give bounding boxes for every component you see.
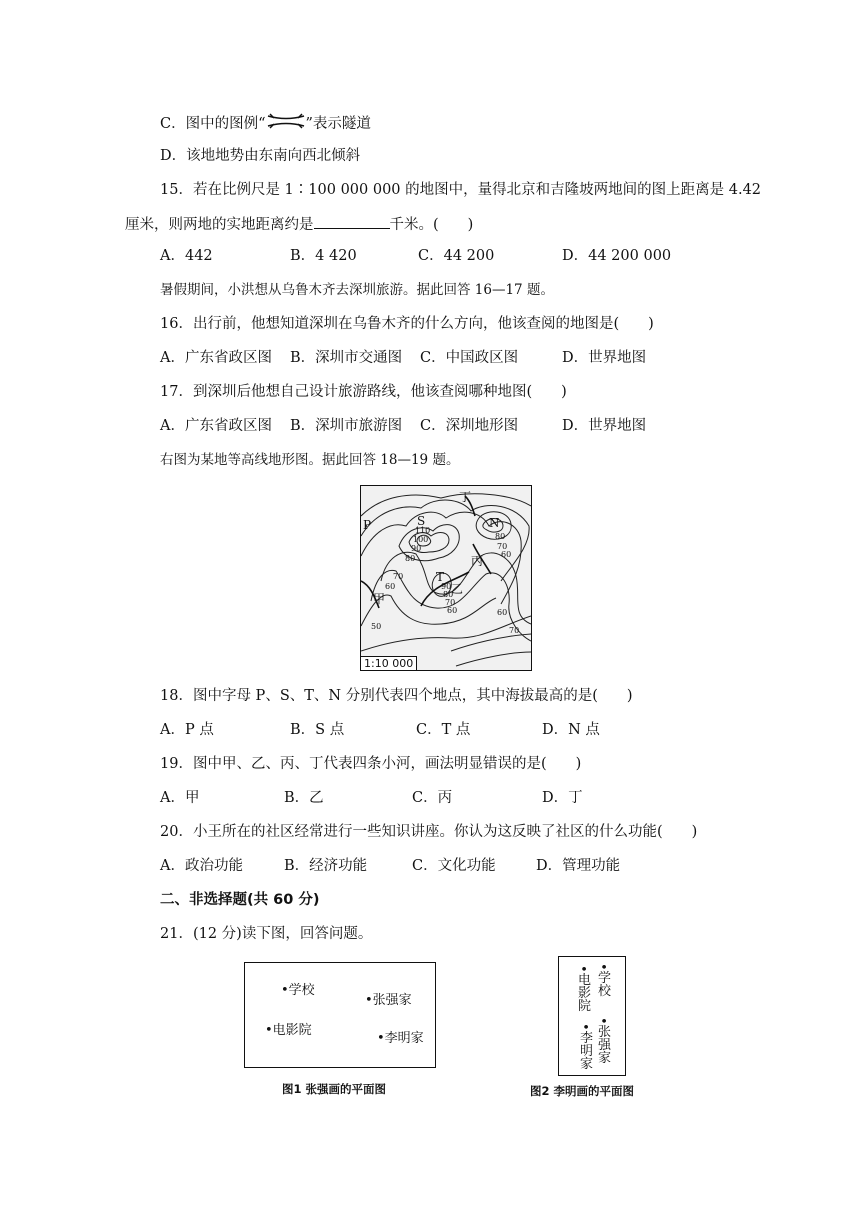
option-14-c-pre: C．图中的图例“	[160, 116, 266, 132]
elev-90: 90	[411, 544, 422, 553]
elev-70c: 70	[445, 598, 456, 607]
figure-1-plan	[244, 962, 436, 1068]
elev-80: 80	[405, 554, 416, 563]
option-19-c: C．丙	[412, 790, 453, 806]
elev-100: 100	[413, 535, 429, 544]
option-15-b: B．4 420	[290, 248, 357, 264]
question-17: 17．到深圳后他想自己设计旅游路线，他该查阅哪种地图( )	[160, 384, 567, 400]
option-17-b: B．深圳市旅游图	[290, 418, 403, 434]
elev-110: 110	[415, 526, 431, 535]
option-19-a: A．甲	[160, 790, 200, 806]
option-15-a: A．442	[160, 248, 213, 264]
section-heading: 二、非选择题(共 60 分)	[160, 892, 320, 908]
option-16-b: B．深圳市交通图	[290, 350, 403, 366]
question-15-line2	[125, 214, 473, 235]
elev-70b: 70	[393, 572, 404, 581]
point-n: N	[489, 516, 500, 530]
option-14-d: D．该地地势由东南向西北倾斜	[160, 148, 361, 164]
option-16-d: D．世界地图	[562, 350, 647, 366]
elev-70d: 70	[509, 626, 520, 635]
option-16-c: C．中国政区图	[420, 350, 519, 366]
option-15-d: D．44 200 000	[562, 248, 672, 264]
question-21: 21．(12 分)读下图，回答问题。	[160, 926, 373, 942]
question-20: 20．小王所在的社区经常进行一些知识讲座。你认为这反映了社区的什么功能( )	[160, 824, 698, 840]
elev-60c: 60	[447, 606, 458, 615]
river-jia: 甲	[373, 592, 386, 606]
question-15-post: 千米。( )	[389, 217, 474, 233]
elev-60: 60	[501, 550, 512, 559]
option-20-b: B．经济功能	[284, 858, 368, 874]
elev-50: 50	[371, 622, 382, 631]
fig2-cinema: •电影院	[575, 965, 590, 1012]
tunnel-legend-icon	[266, 112, 306, 136]
question-16: 16．出行前，他想知道深圳在乌鲁木齐的什么方向，他该查阅的地图是( )	[160, 316, 654, 332]
figure-2-plan	[558, 956, 626, 1076]
question-15-pre: 厘米，则两地的实地距离约是	[125, 217, 314, 233]
option-19-d: D．丁	[542, 790, 583, 806]
fig1-school: •学校	[281, 983, 315, 998]
option-20-c: C．文化功能	[412, 858, 496, 874]
option-20-a: A．政治功能	[160, 858, 243, 874]
option-16-a: A．广东省政区图	[160, 350, 272, 366]
option-14-c	[160, 112, 371, 136]
fig2-school: •学校	[595, 963, 610, 997]
river-bing: 丙	[471, 554, 484, 568]
elev-90b: 90	[441, 582, 452, 591]
option-18-b: B．S 点	[290, 722, 345, 738]
river-yi: 乙	[451, 582, 464, 596]
elev-80c: 80	[443, 590, 454, 599]
question-15-line1: 15．若在比例尺是 1∶100 000 000 的地图中，量得北京和吉隆坡两地间的图上距离是 4.42	[160, 182, 762, 198]
point-s: S	[417, 514, 426, 528]
intro-18-19: 右图为某地等高线地形图。据此回答 18—19 题。	[160, 452, 460, 468]
contour-lines	[361, 486, 531, 670]
option-20-d: D．管理功能	[536, 858, 621, 874]
question-18: 18．图中字母 P、S、T、N 分别代表四个地点，其中海拔最高的是( )	[160, 688, 633, 704]
elev-60d: 60	[497, 608, 508, 617]
fig2-liming-home: •李明家	[577, 1023, 592, 1070]
figure-2-caption: 图2 李明画的平面图	[530, 1084, 635, 1098]
option-18-c: C．T 点	[416, 722, 471, 738]
fig1-zhangqiang-home: •张强家	[365, 993, 412, 1008]
elev-80b: 80	[495, 532, 506, 541]
answer-blank	[314, 214, 390, 229]
point-p: P	[363, 518, 372, 532]
question-19: 19．图中甲、乙、丙、丁代表四条小河，画法明显错误的是( )	[160, 756, 582, 772]
option-18-d: D．N 点	[542, 722, 600, 738]
elev-70: 70	[497, 542, 508, 551]
point-t: T	[436, 570, 445, 584]
option-17-a: A．广东省政区图	[160, 418, 272, 434]
fig1-liming-home: •李明家	[377, 1031, 424, 1046]
river-ding: 丁	[459, 490, 472, 504]
option-15-c: C．44 200	[418, 248, 495, 264]
option-14-c-post: ”表示隧道	[305, 116, 371, 132]
contour-map	[360, 485, 532, 671]
intro-16-17: 暑假期间，小洪想从乌鲁木齐去深圳旅游。据此回答 16—17 题。	[160, 282, 554, 298]
elev-60b: 60	[385, 582, 396, 591]
option-17-c: C．深圳地形图	[420, 418, 519, 434]
option-17-d: D．世界地图	[562, 418, 647, 434]
option-19-b: B．乙	[284, 790, 324, 806]
map-scale: 1:10 000	[361, 656, 417, 670]
figure-1-caption: 图1 张强画的平面图	[282, 1082, 387, 1096]
fig1-cinema: •电影院	[265, 1023, 312, 1038]
fig2-zhangqiang-home: •张强家	[595, 1017, 610, 1064]
option-18-a: A．P 点	[160, 722, 214, 738]
